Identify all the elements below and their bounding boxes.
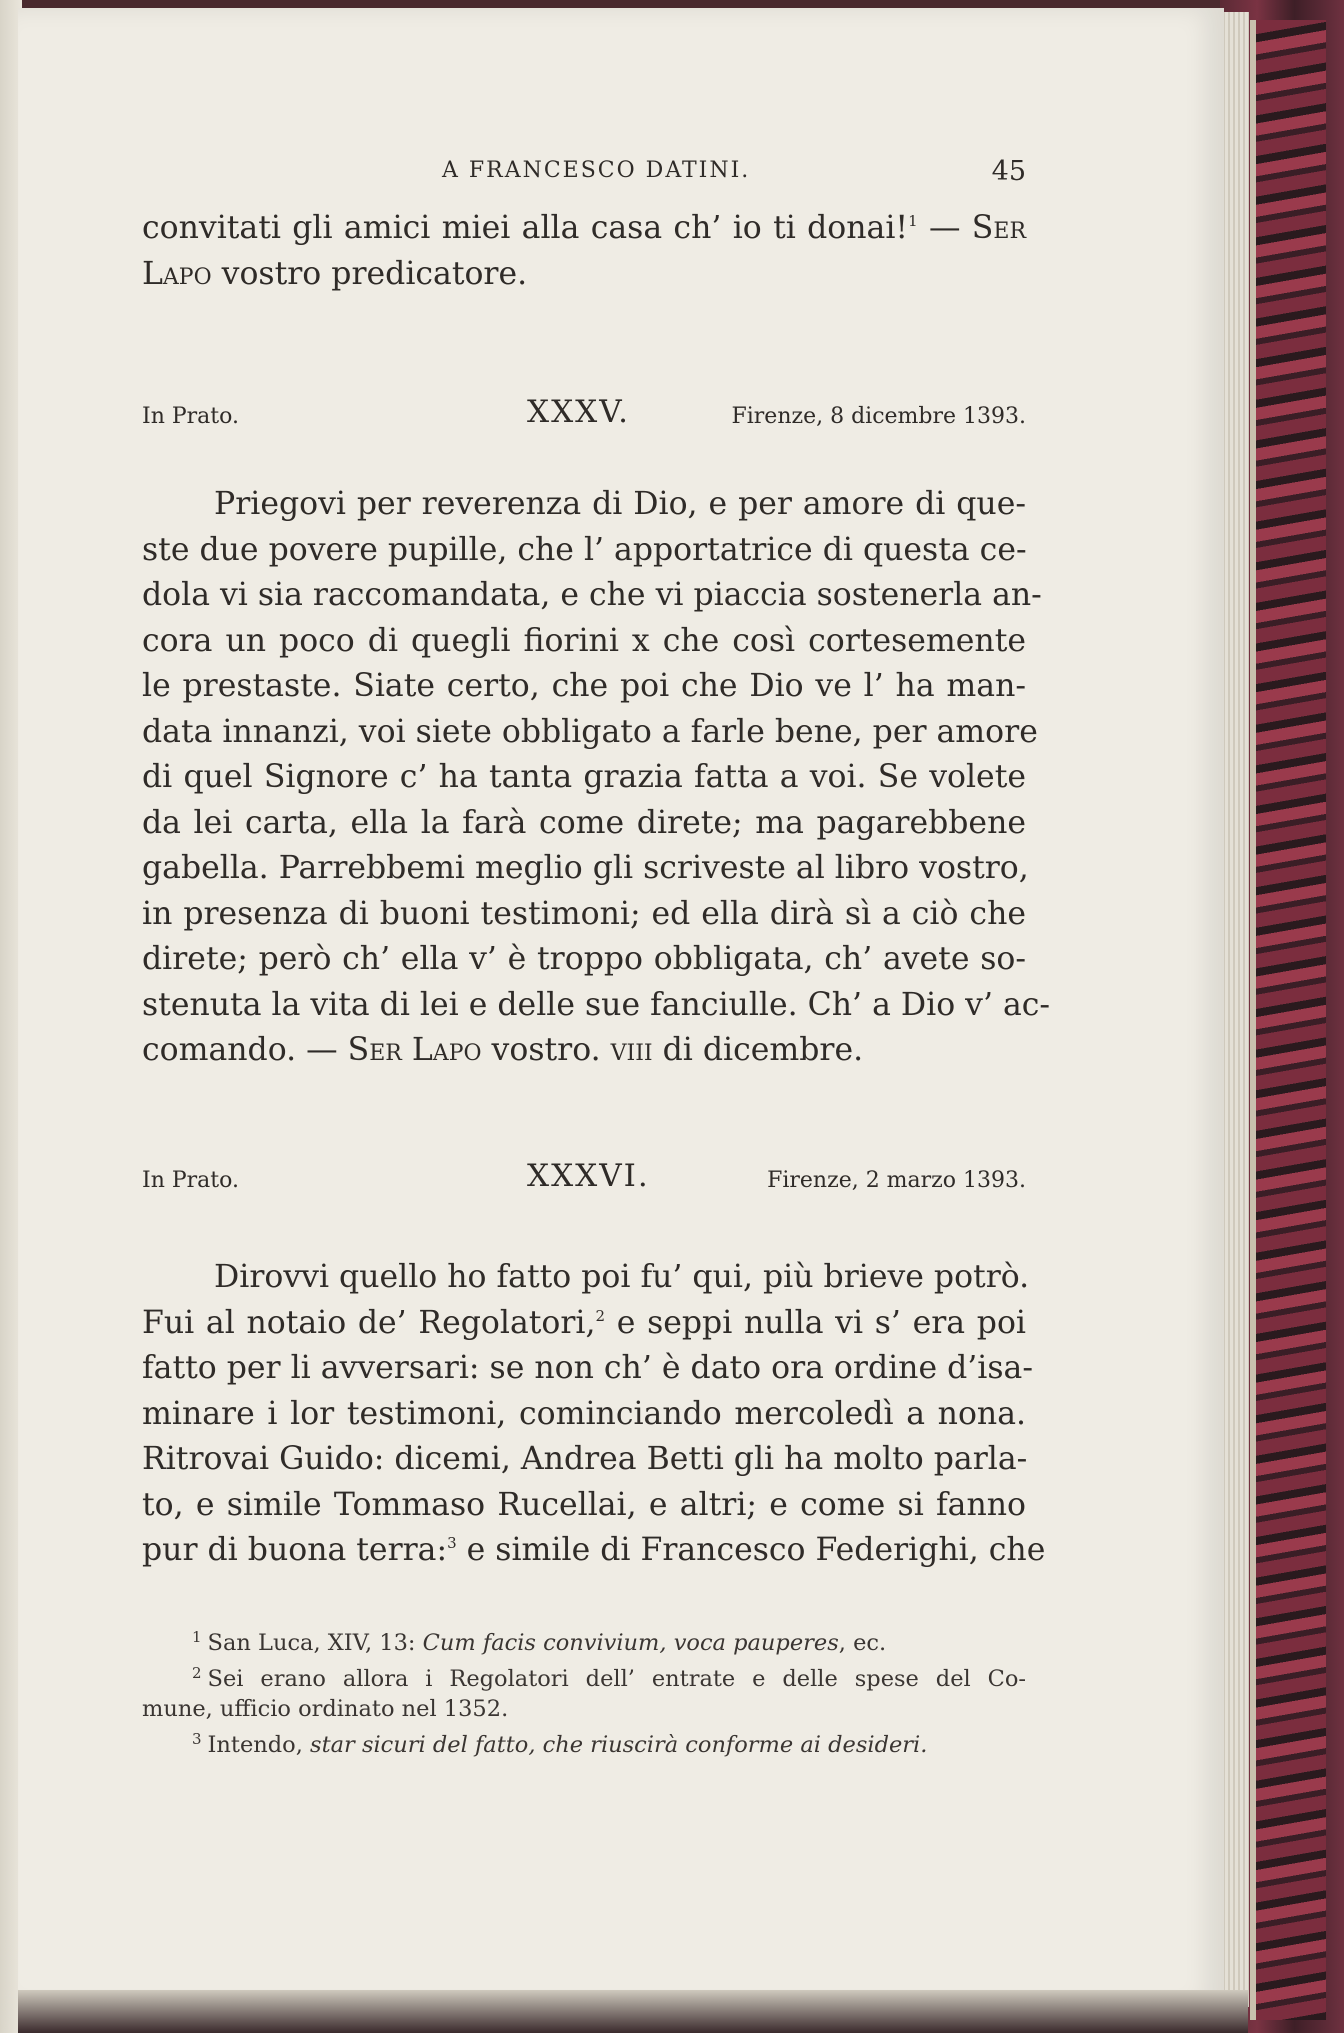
letter-heading-35	[142, 394, 1026, 434]
text-line: to, e simile Tommaso Rucellai, e altri; e come si fanno	[142, 1486, 1026, 1523]
text-line: convitati gli amici miei alla casa ch’ io ti donai!$^1$ — Ser	[142, 210, 1027, 246]
footnote-ref: 1	[908, 212, 918, 230]
footnotes	[142, 1622, 1026, 1760]
page-bottom-edge	[18, 1990, 1248, 2033]
text-line: minare i lor testimoni, cominciando mercoledì a nona.	[142, 1395, 1026, 1432]
footnote-3: $^3$ Intendo, star sicuri del fatto, che riuscirà conforme ai desideri.	[192, 1730, 928, 1758]
text-line: fatto per li avversari: se non ch’ è dato ora ordine d’isa-	[142, 1350, 1033, 1386]
text-line: da lei carta, ella la farà come direte; ma pagarebbene	[142, 804, 1026, 841]
text-line: Ritrovai Guido: dicemi, Andrea Betti gli ha molto parla-	[142, 1441, 1028, 1477]
marbled-cover-edge	[1250, 20, 1326, 2020]
text-line: stenuta la vita di lei e delle sue fanciulle. Ch’ a Dio v’ ac-	[142, 986, 1051, 1023]
text-line: comando. — Ser Lapo vostro. viii di dicembre.	[142, 1032, 864, 1068]
letter-heading-36	[142, 1158, 1026, 1198]
running-title: A FRANCESCO DATINI.	[442, 158, 751, 183]
text-line: in presenza di buoni testimoni; ed ella dirà sì a ciò che	[142, 895, 1026, 932]
letter-36-body	[142, 1255, 1046, 1574]
text-line: cora un poco di quegli fiorini x che così cortesemente	[142, 622, 1026, 659]
footnote-1: $^1$ San Luca, XIV, 13: Cum facis convivium, voca pauperes, ec.	[192, 1628, 887, 1656]
running-head	[142, 156, 1026, 192]
text-line: data innanzi, voi siete obbligato a farle bene, per amore	[142, 713, 1038, 750]
text-line: dola vi sia raccomandata, e che vi piaccia sostenerla an-	[142, 577, 1042, 613]
text-line: Dirovvi quello ho fatto poi fu’ qui, più brieve potrò.	[214, 1259, 1030, 1295]
text-line: ste due povere pupille, che l’ apportatrice di questa ce-	[142, 531, 1027, 568]
text-line: Lapo vostro predicatore.	[142, 255, 528, 292]
footnote-2: $^2$ Sei erano allora i Regolatori dell’ entrate e delle spese del Co-	[192, 1664, 1026, 1692]
text-line: pur di buona terra:$^3$ e simile di Francesco Federighi, che	[142, 1532, 1046, 1568]
text-line: Priegovi per reverenza di Dio, e per amore di que-	[214, 486, 1026, 522]
previous-letter-end	[142, 206, 1026, 297]
text-line: Fui al notaio de’ Regolatori,$^2$ e seppi nulla vi s’ era poi	[142, 1304, 1026, 1341]
text-line: le prestaste. Siate certo, che poi che Dio ve l’ ha man-	[142, 668, 1026, 704]
letter-recipient-place: In Prato.	[142, 1168, 239, 1193]
text-line: di quel Signore c’ ha tanta grazia fatta a voi. Se volete	[142, 759, 1026, 795]
letter-number: XXXV.	[527, 394, 631, 430]
letter-date: Firenze, 2 marzo 1393.	[767, 1168, 1026, 1193]
letter-recipient-place: In Prato.	[142, 404, 239, 429]
letter-date: Firenze, 8 dicembre 1393.	[731, 404, 1026, 429]
text-line: direte; però ch’ ella v’ è troppo obbligata, ch’ avete so-	[142, 941, 1026, 977]
footnote-ref: 2	[595, 1306, 606, 1325]
text-line: gabella. Parrebbemi meglio gli scriveste al libro vostro,	[142, 850, 1029, 886]
letter-number: XXXVI.	[527, 1158, 650, 1194]
footnote-ref: 3	[447, 1534, 457, 1552]
page-number: 45	[991, 156, 1026, 187]
letter-35-body	[142, 482, 1051, 1074]
footnote-2-cont: mune, ufficio ordinato nel 1352.	[142, 1696, 509, 1722]
book-page	[18, 8, 1224, 2008]
